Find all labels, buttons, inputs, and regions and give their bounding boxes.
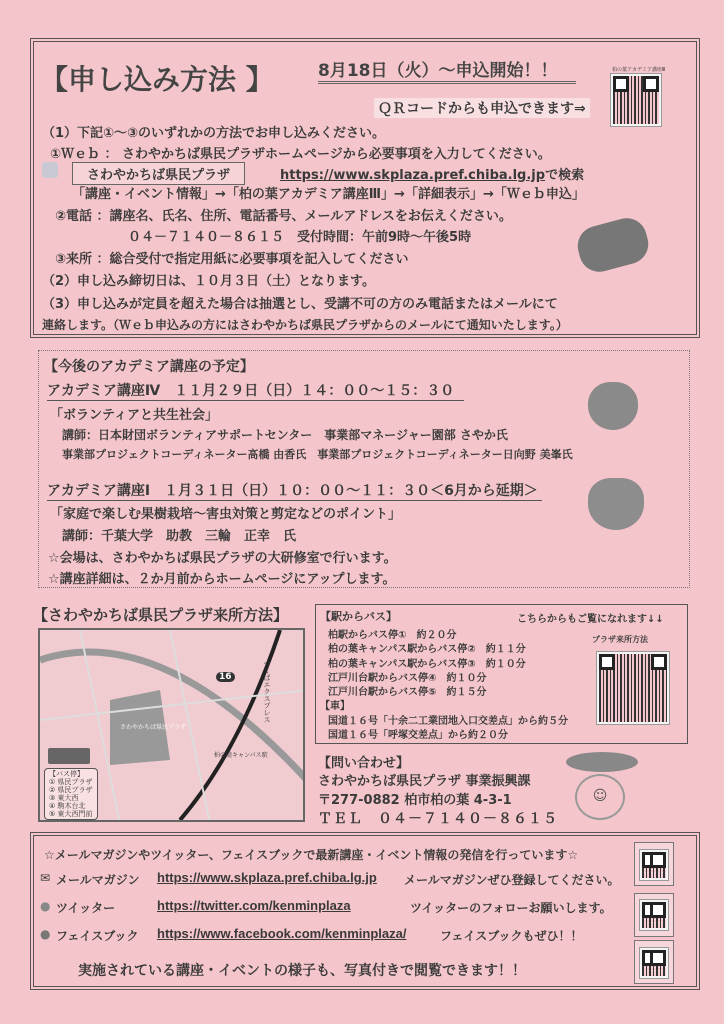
access-heading: 【さわやかちば県民プラザ来所方法】 — [33, 606, 289, 624]
legend-stop: ③ 東大西 — [49, 794, 79, 802]
rail-label: つくばエクスプレス — [263, 660, 271, 723]
search-icon — [42, 162, 58, 178]
search-keyword-box: さわやかちば県民プラザ — [72, 162, 245, 185]
tel-number: ０４－７１４０－８６１５ 受付時間：午前9時～午後5時 — [128, 230, 472, 245]
access-map — [38, 628, 305, 822]
plaza-url-link[interactable]: https://www.skplaza.pref.chiba.lg.jp — [280, 168, 546, 183]
lecture-theme: 「ボランティアと共生社会」 — [50, 408, 218, 423]
qr-label: 柏の葉アカデミア講座Ⅲ — [612, 67, 666, 73]
fruit-basket-illustration — [588, 478, 644, 530]
plaza-label: さわやかちば県民プラザ — [120, 724, 187, 731]
apply-web: ①Ｗｅｂ ： さわやかちば県民プラザホームページから必要事項を入力してください。 — [50, 147, 551, 162]
facebook-url-link[interactable]: https://www.facebook.com/kenminplaza/ — [157, 926, 407, 941]
sns-label: フェイスブック — [56, 929, 139, 943]
contact-heading: 【問い合わせ】 — [318, 756, 410, 771]
facebook-icon: ● — [40, 927, 51, 941]
sns-label: メールマガジン — [56, 873, 140, 887]
car-route: 国道１６号「呼塚交差点」から約２０分 — [328, 730, 508, 741]
legend-stop: ① 県民プラザ — [49, 778, 93, 786]
twitter-icon: ● — [40, 899, 51, 913]
access-qr-code[interactable] — [597, 652, 669, 724]
mail-qr-code[interactable] — [640, 850, 668, 880]
mail-icon: ✉ — [40, 871, 51, 885]
car-route: 国道１６号「十余二工業団地入口交差点」から約５分 — [328, 716, 568, 727]
apply-tel: ②電話 ：講座名、氏名、住所、電話番号、メールアドレスをお伝えください。 — [55, 209, 512, 224]
apply-qr-code[interactable] — [611, 74, 661, 126]
lecture-title: アカデミア講座Ⅳ １１月２９日（日）１４：００～１５：３０ — [47, 380, 464, 401]
apply-start: 8月18日（火）～申込開始！！ — [318, 56, 576, 84]
legend-title: 【バス停】 — [49, 770, 84, 778]
schedule-note: ☆会場は、さわやかちば県民プラザの大研修室で行います。 — [48, 551, 397, 566]
apply-visit: ③来所 ：総合受付で指定用紙に必要事項を記入してください — [55, 252, 409, 267]
bus-heading: 【駅からバス】 — [320, 610, 397, 623]
route-16-marker: 16 — [216, 672, 235, 682]
mascot-leaf — [566, 752, 638, 772]
apply-title: 【申し込み方法 】 — [40, 63, 274, 96]
mascot-face-icon: ☺ — [575, 774, 625, 820]
sns-label: ツイッター — [56, 901, 116, 915]
contact-address: 〒277-0882 柏市柏の葉 4-3-1 — [318, 793, 512, 808]
apply-lottery1: （3）申し込みが定員を超えた場合は抽選とし、受講不可の方のみ電話またはメールにて — [42, 297, 558, 312]
contact-tel: ＴＥＬ ０４－７１４０－８６１５ — [318, 811, 558, 827]
search-suffix: で検索 — [545, 168, 585, 183]
schedule-heading: 【今後のアカデミア講座の予定】 — [44, 359, 254, 375]
lecture-title: アカデミア講座Ⅰ １月３１日（日）１０：００～１１：３０＜6月から延期＞ — [47, 480, 542, 501]
legend-stop: ④ 駒木台北 — [49, 802, 86, 810]
lecture-lecturer: 講師：千葉大学 助教 三輪 正幸 氏 — [62, 529, 297, 544]
twitter-qr-code[interactable] — [640, 900, 668, 930]
lecture-theme: 「家庭で楽しむ果樹栽培～害虫対策と剪定などのポイント」 — [50, 507, 402, 522]
apply-line1: （1）下記①～③のいずれかの方法でお申し込みください。 — [42, 126, 386, 141]
bus-icon — [48, 748, 90, 764]
sns-note: メールマガジンぜひ登録してください。 — [404, 873, 620, 887]
legend-stop: ② 県民プラザ — [49, 786, 93, 794]
schedule-note: ☆講座詳細は、２か月前からホームページにアップします。 — [48, 572, 396, 587]
qr-hint: こちらからもご覧になれます↓↓ — [517, 614, 664, 625]
car-heading: 【車】 — [320, 701, 350, 712]
lecture-lecturer2: 事業部プロジェクトコーディネーター髙橋 由香氏 事業部プロジェクトコーディネーター日向野 美峯氏 — [62, 448, 573, 461]
sns-note: フェイスブックもぜひ！！ — [440, 929, 583, 943]
bus-route: 江戸川台駅からバス停④ 約１０分 — [328, 673, 487, 684]
qr-note: ＱＲコードからも申込できます⇒ — [374, 98, 590, 118]
access-qr-label: プラザ来所方法 — [592, 635, 648, 644]
station-label: 柏の葉キャンパス駅 — [214, 752, 268, 759]
medal-illustration — [588, 382, 638, 430]
mail-url-link[interactable]: https://www.skplaza.pref.chiba.lg.jp — [157, 870, 377, 885]
apply-deadline: （2）申し込み締切日は、１０月３日（土）となります。 — [42, 274, 376, 289]
sns-footer: 実施されている講座・イベントの様子も、写真付きで閲覧できます！！ — [78, 963, 526, 979]
bus-route: 柏駅からバス停① 約２０分 — [328, 630, 457, 641]
web-path: 「講座・イベント情報」→「柏の葉アカデミア講座Ⅲ」→「詳細表示」→「Ｗｅｂ申込」 — [72, 187, 585, 202]
sns-intro: ☆メールマガジンやツイッター、フェイスブックで最新講座・イベント情報の発信を行っています☆ — [44, 848, 579, 862]
bus-stop-legend — [44, 768, 98, 820]
twitter-url-link[interactable]: https://twitter.com/kenminplaza — [157, 898, 351, 913]
bus-route: 柏の葉キャンパス駅からバス停② 約１１分 — [328, 644, 526, 655]
sns-note: ツイッターのフォローお願いします。 — [410, 901, 612, 915]
bus-route: 柏の葉キャンパス駅からバス停③ 約１０分 — [328, 659, 526, 670]
facebook-qr-code[interactable] — [640, 948, 668, 978]
bus-route: 江戸川台駅からバス停⑤ 約１５分 — [328, 687, 487, 698]
contact-org: さわやかちば県民プラザ 事業振興課 — [318, 774, 531, 789]
lecture-lecturer: 講師：日本財団ボランティアサポートセンター 事業部マネージャー園部 さやか氏 — [62, 428, 508, 442]
apply-lottery2: 連絡します。（Ｗｅｂ申込みの方にはさわやかちば県民プラザからのメールにて通知いたします。） — [42, 318, 568, 332]
legend-stop: ⑤ 東大西門前 — [49, 810, 93, 818]
